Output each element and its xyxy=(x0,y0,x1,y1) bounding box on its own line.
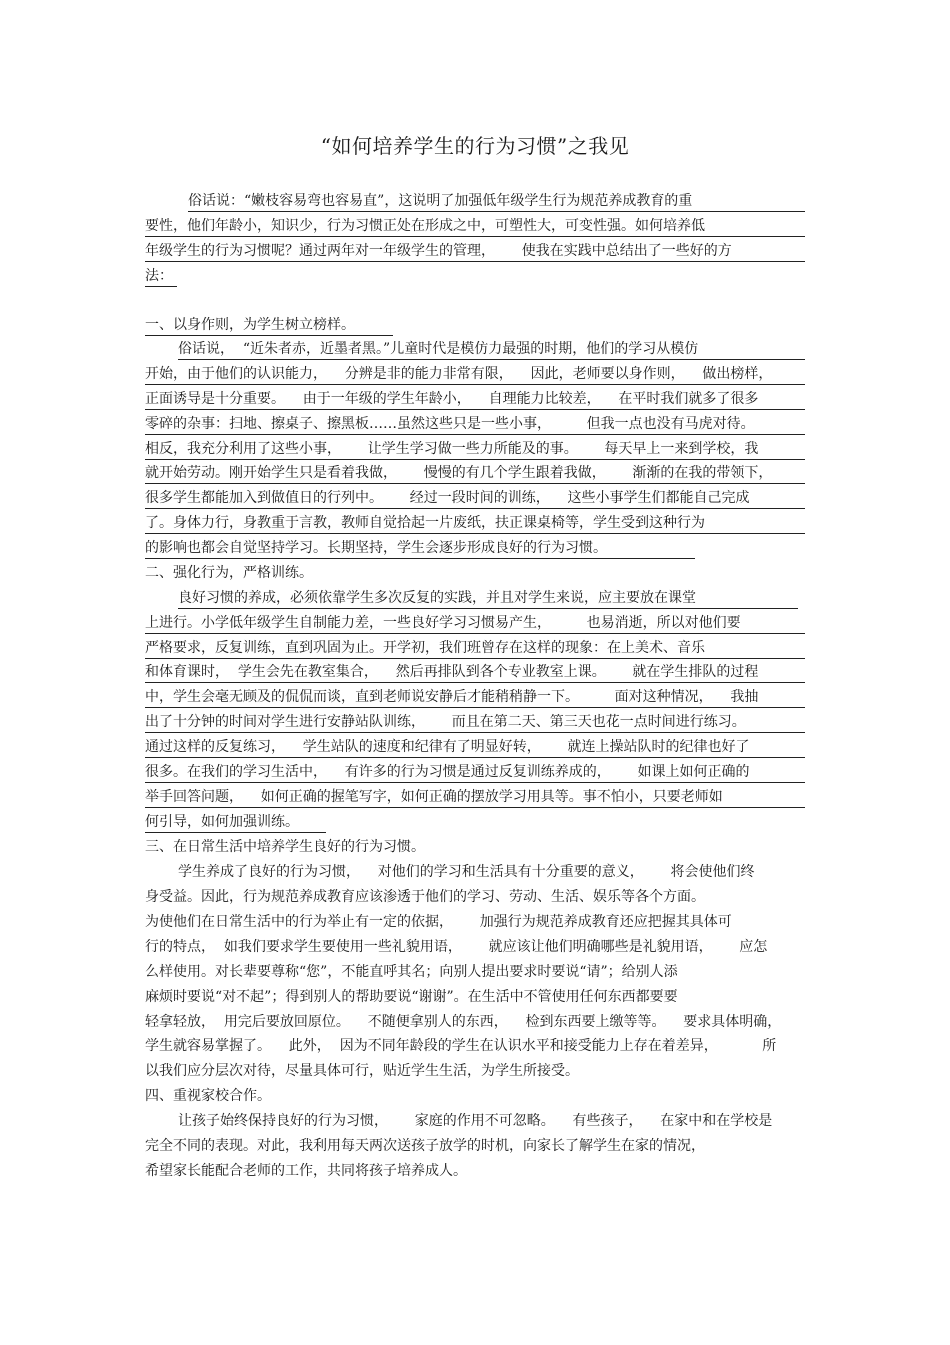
text-line: 麻烦时要说“对不起”；得到别人的帮助要说“谢谢”。在生活中不管使用任何东西都要要 xyxy=(145,989,678,1005)
text-line: 很多。在我们的学习生活中， 有许多的行为习惯是通过反复训练养成的， 如课上如何正确的 xyxy=(145,763,805,783)
text-line: 良好习惯的养成，必须依靠学生多次反复的实践，并且对学生来说，应主要放在课堂 xyxy=(178,589,798,609)
text-line: 完全不同的表现。对此，我利用每天两次送孩子放学的时机，向家长了解学生在家的情况， xyxy=(145,1138,705,1154)
text-line: 严格要求，反复训练，直到巩固为止。开学初，我们班曾存在这样的现象：在上美术、音乐 xyxy=(145,639,805,659)
text-line: 法： xyxy=(145,267,177,287)
section-heading: 四、重视家校合作。 xyxy=(145,1088,271,1104)
section-heading: 三、在日常生活中培养学生良好的行为习惯。 xyxy=(145,839,425,855)
text-line: 行的特点， 如我们要求学生要使用一些礼貌用语， 就应该让他们明确哪些是礼貌用语， 应怎 xyxy=(145,939,768,955)
text-line: 身受益。因此，行为规范养成教育应该渗透于他们的学习、劳动、生活、娱乐等各个方面。 xyxy=(145,889,705,905)
text-line: 中，学生会毫无顾及的侃侃而谈，直到老师说安静后才能稍稍静一下。 面对这种情况， 我抽 xyxy=(145,688,805,708)
text-line: 的影响也都会自觉坚持学习。长期坚持，学生会逐步形成良好的行为习惯。 xyxy=(145,539,695,559)
text-line: 让孩子始终保持良好的行为习惯， 家庭的作用不可忽略。 有些孩子， 在家中和在学校是 xyxy=(178,1113,773,1129)
text-line: 零碎的杂事：扫地、擦桌子、擦黑板……虽然这些只是一些小事， 但我一点也没有马虎对待。 xyxy=(145,415,805,435)
text-line: 和体育课时， 学生会先在教室集合， 然后再排队到各个专业教室上课。 就在学生排队的过程 xyxy=(145,663,805,683)
text-line: 正面诱导是十分重要。 由于一年级的学生年龄小， 自理能力比较差， 在平时我们就多了很多 xyxy=(145,390,805,410)
text-line: 相反，我充分利用了这些小事， 让学生学习做一些力所能及的事。 每天早上一来到学校，我 xyxy=(145,440,805,460)
text-line: 举手回答问题， 如何正确的握笔写字，如何正确的摆放学习用具等。事不怕小，只要老师如 xyxy=(145,788,805,808)
text-line: 了。身体力行，身教重于言教，教师自觉拾起一片废纸，扶正课桌椅等，学生受到这种行为 xyxy=(145,514,805,534)
text-line: 轻拿轻放， 用完后要放回原位。 不随便拿别人的东西， 检到东西要上缴等等。 要求具体明确， xyxy=(145,1014,782,1030)
document-title: “如何培养学生的行为习惯”之我见 xyxy=(320,134,630,158)
text-line: 俗话说：“嫩枝容易弯也容易直”，这说明了加强低年级学生行为规范养成教育的重 xyxy=(188,192,805,212)
text-line: 就开始劳动。刚开始学生只是看着我做， 慢慢的有几个学生跟着我做， 渐渐的在我的带领下， xyxy=(145,464,805,484)
section-heading: 一、以身作则，为学生树立榜样。 xyxy=(145,316,393,336)
text-line: 通过这样的反复练习， 学生站队的速度和纪律有了明显好转， 就连上操站队时的纪律也好了 xyxy=(145,738,805,758)
text-line: 么样使用。对长辈要尊称“您”，不能直呼其名；向别人提出要求时要说“请”；给别人添 xyxy=(145,964,678,980)
text-line: 俗话说， “近朱者赤，近墨者黑。”儿童时代是模仿力最强的时期，他们的学习从模仿 xyxy=(178,340,805,360)
text-line: 以我们应分层次对待，尽量具体可行，贴近学生生活，为学生所接受。 xyxy=(145,1063,579,1079)
text-line: 年级学生的行为习惯呢？通过两年对一年级学生的管理， 使我在实践中总结出了一些好的方 xyxy=(145,242,805,262)
text-line: 上进行。小学低年级学生自制能力差，一些良好学习习惯易产生， 也易消逝，所以对他们要 xyxy=(145,614,805,634)
text-line: 学生就容易掌握了。 此外， 因为不同年龄段的学生在认识水平和接受能力上存在着差异， 所 xyxy=(145,1038,777,1054)
text-line: 开始，由于他们的认识能力， 分辨是非的能力非常有限， 因此，老师要以身作则， 做出榜样， xyxy=(145,365,805,385)
text-line: 出了十分钟的时间对学生进行安静站队训练， 而且在第二天、第三天也花一点时间进行练习。 xyxy=(145,713,805,733)
text-line: 何引导，如何加强训练。 xyxy=(145,813,326,833)
section-heading: 二、强化行为，严格训练。 xyxy=(145,565,313,581)
text-line: 要性，他们年龄小，知识少，行为习惯正处在形成之中，可塑性大，可变性强。如何培养低 xyxy=(145,217,805,237)
text-line: 希望家长能配合老师的工作，共同将孩子培养成人。 xyxy=(145,1163,467,1179)
text-line: 为使他们在日常生活中的行为举止有一定的依据， 加强行为规范养成教育还应把握其具体可 xyxy=(145,914,732,930)
text-line: 学生养成了良好的行为习惯， 对他们的学习和生活具有十分重要的意义， 将会使他们终 xyxy=(178,864,755,880)
text-line: 很多学生都能加入到做值日的行列中。 经过一段时间的训练， 这些小事学生们都能自己完成 xyxy=(145,489,805,509)
